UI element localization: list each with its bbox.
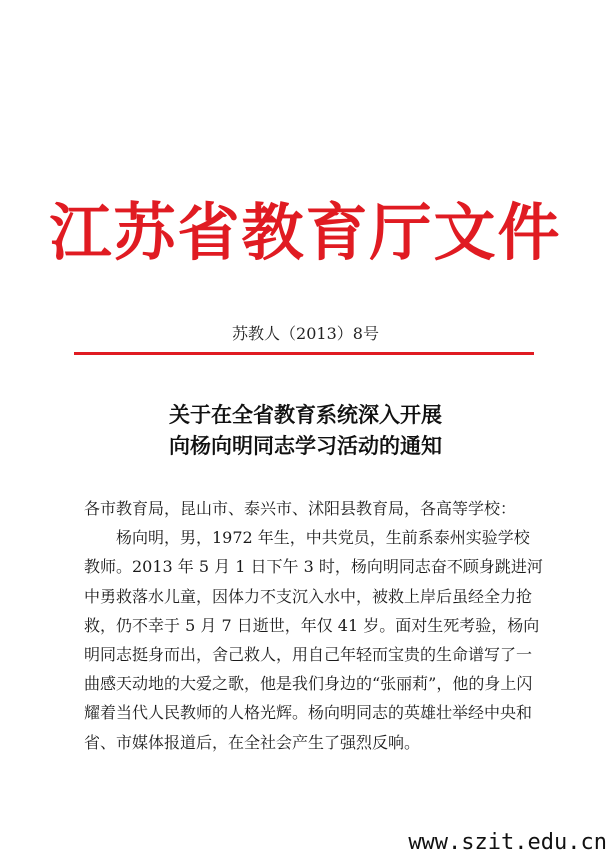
paragraph-line: 耀着当代人民教师的人格光辉。杨向明同志的英雄壮举经中央和 [84, 703, 533, 723]
paragraph-line: 教师。2013 年 5 月 1 日下午 3 时，杨向明同志奋不顾身跳进河 [84, 557, 543, 577]
document-number: 苏教人（2013）8号 [232, 324, 379, 343]
paragraph-line: 救，仍不幸于 5 月 7 日逝世，年仅 41 岁。面对生死考验，杨向 [84, 615, 540, 635]
issuing-authority-title: 江苏省教育厅文件 [49, 196, 562, 269]
paragraph-line: 中勇救落水儿童，因体力不支沉入水中，被救上岸后虽经全力抢 [84, 586, 533, 606]
notice-title-line-1: 关于在全省教育系统深入开展 [169, 403, 442, 427]
notice-body [84, 494, 543, 757]
paragraph-line: 省、市媒体报道后，在全社会产生了强烈反响。 [84, 732, 421, 752]
notice-title [0, 400, 611, 462]
paragraph-line: 杨向明，男，1972 年生，中共党员，生前系泰州实验学校 [116, 528, 530, 548]
paragraph-line: 曲感天动地的大爱之歌，他是我们身边的“张丽莉”，他的身上闪 [84, 674, 533, 694]
notice-title-line-2: 向杨向明同志学习活动的通知 [169, 434, 442, 458]
red-divider-line [74, 352, 534, 355]
salutation-line: 各市教育局，昆山市、泰兴市、沭阳县教育局，各高等学校： [84, 499, 517, 518]
site-watermark: www.szit.edu.cn [408, 830, 607, 855]
paragraph-line: 明同志挺身而出，舍己救人，用自己年轻而宝贵的生命谱写了一 [84, 645, 533, 665]
